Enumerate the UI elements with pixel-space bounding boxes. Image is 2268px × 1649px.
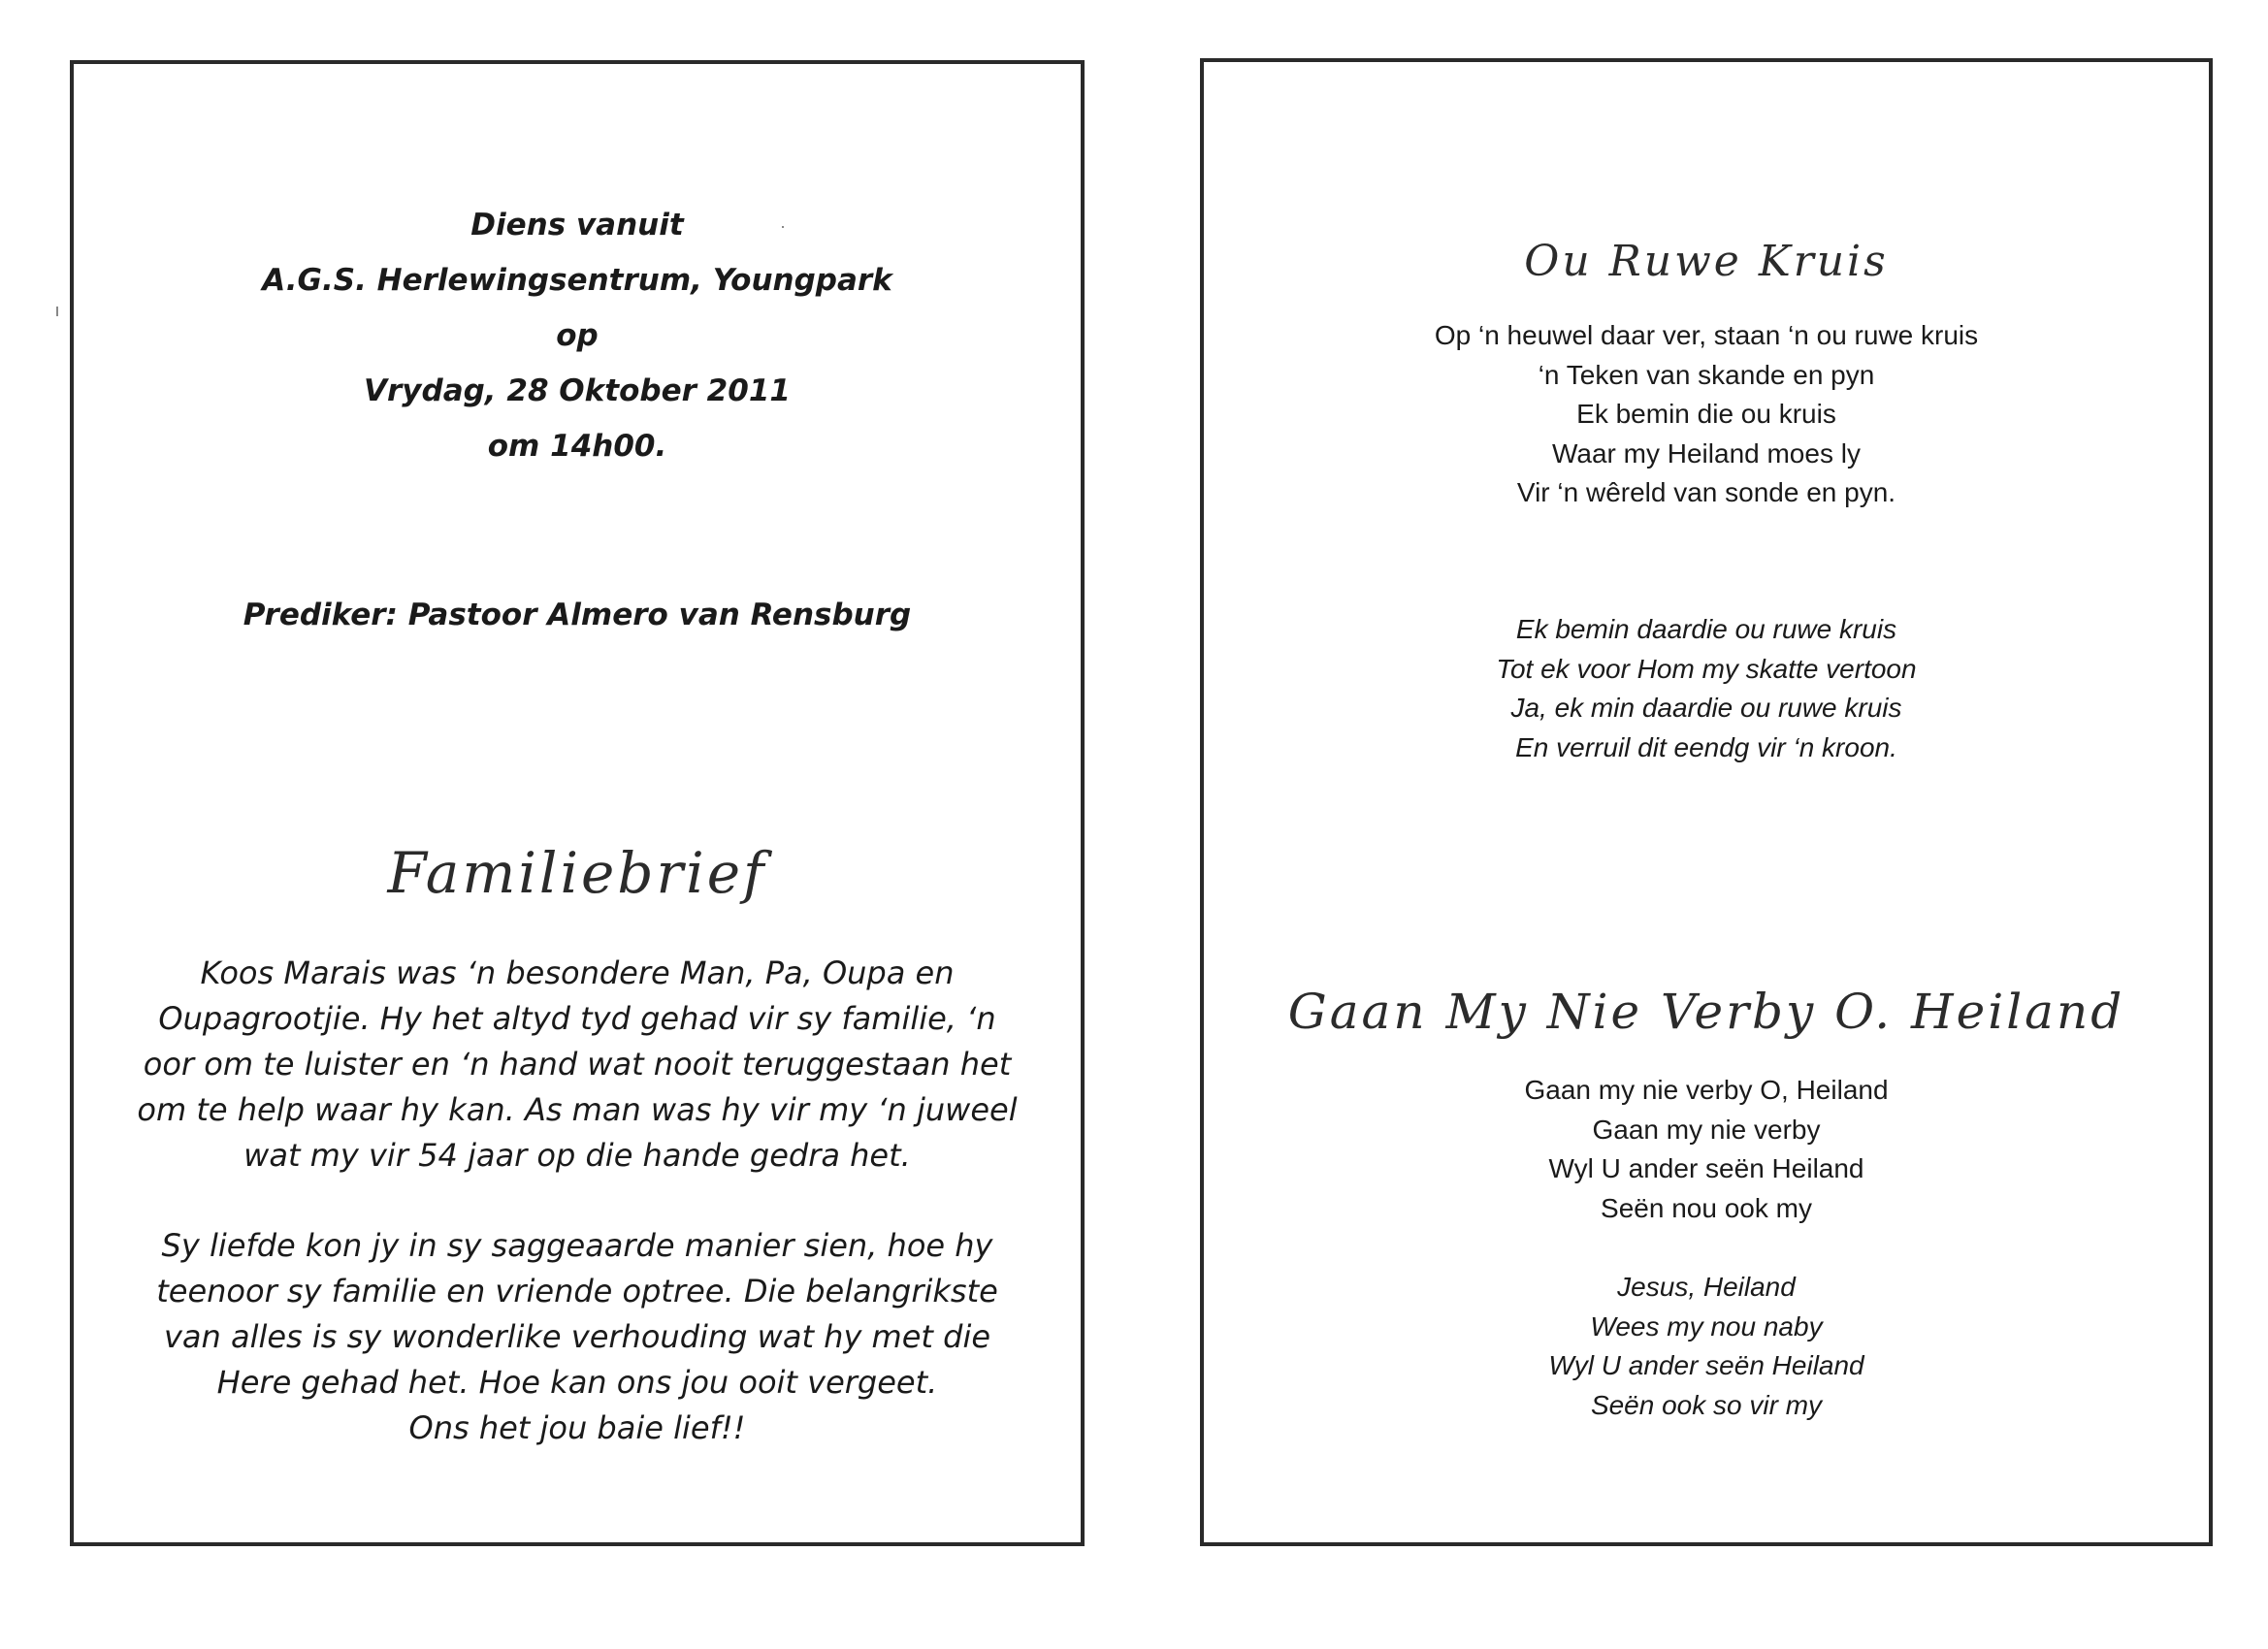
hymn-line: Jesus, Heiland (1617, 1272, 1796, 1302)
scan-speck (782, 226, 784, 228)
hymn-2-title: Gaan My Nie Verby O. Heiland (1287, 984, 2125, 1040)
hymn-line: Seën ook so vir my (1590, 1389, 1823, 1420)
letter-line: teenoor sy familie en vriende optree. Die belangrikste (156, 1273, 998, 1310)
letter-line: om te help waar hy kan. As man was hy vir my ‘n juweel (137, 1091, 1018, 1128)
service-details (74, 198, 1081, 474)
scan-speck (56, 307, 58, 316)
left-page (70, 60, 1085, 1546)
service-date: Vrydag, 28 Oktober 2011 (364, 373, 791, 408)
hymn-1-verse (1204, 316, 2209, 513)
hymn-line: Gaan my nie verby (1592, 1114, 1821, 1145)
hymn-line: Ja, ek min daardie ou ruwe kruis (1510, 693, 1902, 723)
hymn-2-chorus (1204, 1268, 2209, 1425)
right-page (1200, 58, 2213, 1546)
hymn-line: Op ‘n heuwel daar ver, staan ‘n ou ruwe kruis (1434, 320, 1979, 350)
service-line: Diens vanuit (470, 208, 684, 242)
service-venue: A.G.S. Herlewingsentrum, Youngpark (262, 263, 892, 298)
letter-line: oor om te luister en ‘n hand wat nooit teruggestaan het (143, 1046, 1012, 1083)
hymn-line: Wyl U ander seën Heiland (1548, 1350, 1864, 1380)
family-letter-paragraph-2 (74, 1223, 1081, 1451)
hymn-line: Seën nou ook my (1601, 1192, 1812, 1223)
letter-line: Ons het jou baie lief!! (408, 1409, 746, 1446)
letter-line: Koos Marais was ‘n besondere Man, Pa, Oupa en (200, 954, 955, 991)
letter-line: van alles is sy wonderlike verhouding wat hy met die (163, 1318, 991, 1355)
hymn-line: En verruil dit eendg vir ‘n kroon. (1515, 731, 1897, 762)
service-line: op (556, 318, 599, 353)
hymn-line: Tot ek voor Hom my skatte vertoon (1496, 653, 1917, 684)
hymn-line: Wees my nou naby (1590, 1310, 1823, 1342)
hymn-line: Ek bemin daardie ou ruwe kruis (1515, 614, 1897, 644)
letter-line: Sy liefde kon jy in sy saggeaarde manier sien, hoe hy (161, 1227, 993, 1264)
family-letter-heading: Familiebrief (387, 840, 767, 906)
letter-line: Here gehad het. Hoe kan ons jou ooit vergeet. (216, 1364, 938, 1401)
hymn-line: Ek bemin die ou kruis (1576, 399, 1836, 429)
letter-line: wat my vir 54 jaar op die hande gedra het. (243, 1137, 911, 1174)
preacher: Prediker: Pastoor Almero van Rensburg (243, 598, 912, 632)
hymn-1-title: Ou Ruwe Kruis (1524, 237, 1889, 286)
letter-line: Oupagrootjie. Hy het altyd tyd gehad vir sy familie, ‘n (158, 1000, 996, 1037)
service-time: om 14h00. (487, 429, 667, 464)
hymn-line: ‘n Teken van skande en pyn (1538, 359, 1875, 390)
hymn-line: Wyl U ander seën Heiland (1548, 1153, 1864, 1183)
hymn-line: Waar my Heiland moes ly (1552, 437, 1861, 469)
hymn-1-chorus (1204, 610, 2209, 767)
hymn-line: Gaan my nie verby O, Heiland (1524, 1075, 1889, 1105)
hymn-line: Vir ‘n wêreld van sonde en pyn. (1516, 477, 1896, 507)
hymn-2-verse (1204, 1071, 2209, 1228)
family-letter-paragraph-1 (74, 951, 1081, 1179)
